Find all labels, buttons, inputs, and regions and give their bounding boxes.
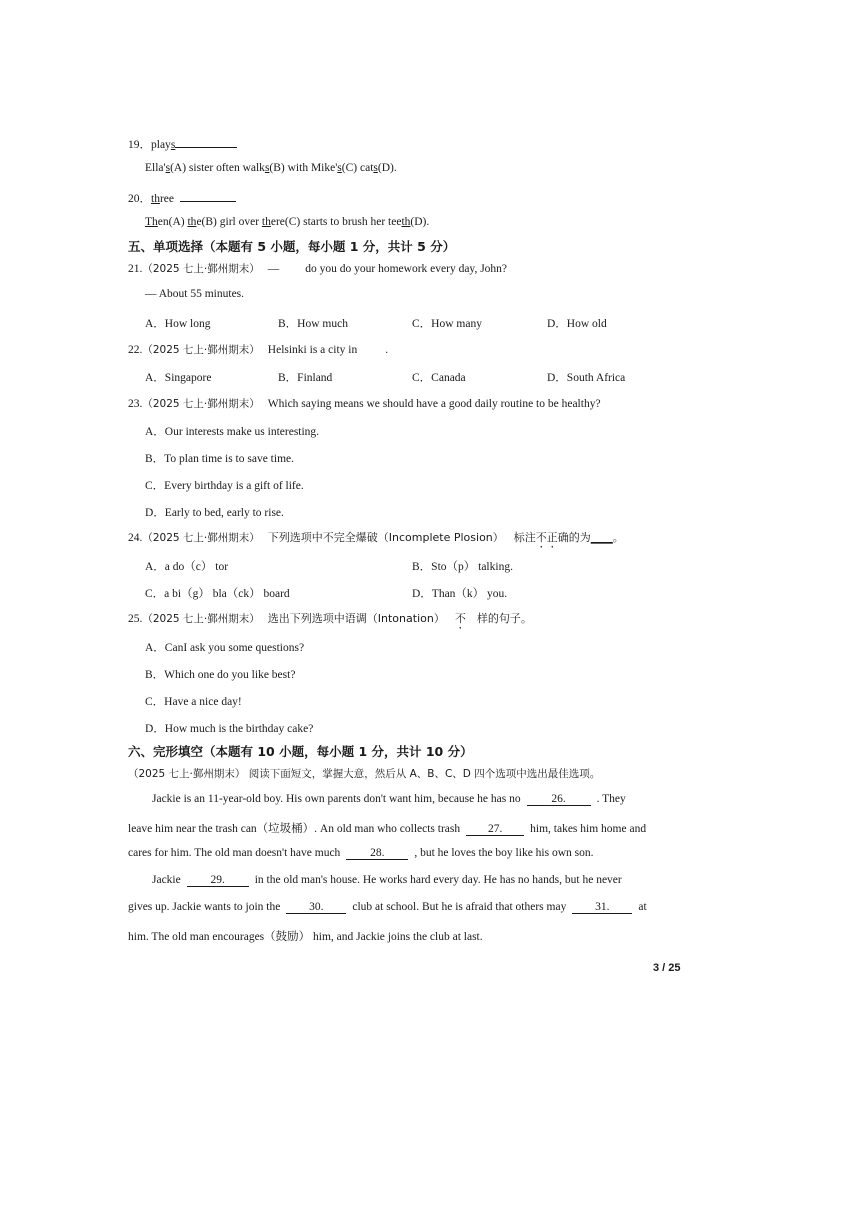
question-number: 22.	[128, 344, 143, 356]
sentence-text: Ella'	[145, 162, 166, 174]
option-c[interactable]: C．Every birthday is a gift of life.	[145, 480, 304, 492]
cloze-line: gives up. Jackie wants to join the 30. club at school. But he is afraid that others may 31. at	[128, 901, 647, 913]
question-source: （2025 七上·鄞州期末）	[142, 344, 260, 356]
option-a[interactable]: A．CanI ask you some questions?	[145, 642, 305, 654]
question-stem: do you do your homework every day, John?	[305, 263, 508, 275]
question-stem: Helsinki is a city in	[267, 344, 358, 356]
question-source: （2025 七上·鄞州期末）	[142, 263, 260, 275]
cloze-line: Jackie is an 11-year-old boy. His own parents don't want him, because he has no 26. . They	[152, 793, 626, 805]
question-stem: Which saying means we should have a good daily routine to be healthy?	[267, 398, 601, 410]
blank-28[interactable]: 28.	[346, 847, 408, 860]
cloze-line: cares for him. The old man doesn't have much 28. , but he loves the boy like his own son.	[128, 847, 594, 859]
section-6-title: 六、完形填空（本题有 10 小题，每小题 1 分，共计 10 分）	[128, 744, 473, 759]
dialogue-answer: — About 55 minutes.	[145, 288, 245, 300]
option-a[interactable]: A．How long	[145, 318, 211, 330]
question-source: （2025 七上·鄞州期末）	[142, 613, 260, 625]
cloze-instructions: （2025 七上·鄞州期末） 阅读下面短文，掌握大意，然后从 A、B、C、D 四个选项中选出最佳选项。	[128, 768, 601, 780]
blank-30[interactable]: 30.	[286, 901, 346, 914]
answer-blank	[180, 189, 236, 202]
blank-29[interactable]: 29.	[187, 874, 249, 887]
underlined-letters: th	[401, 216, 411, 228]
sentence-text: (A) sister often walk	[170, 162, 265, 174]
question-number: 19．	[128, 139, 151, 151]
sentence-text: (D).	[377, 162, 397, 174]
underlined-letters: th	[261, 216, 271, 228]
option-d[interactable]: D．Early to bed, early to rise.	[145, 507, 284, 519]
question-stem: 下列选项中不完全爆破（Incomplete Plosion） 标注不正确的为____。	[267, 531, 624, 544]
option-b[interactable]: B．Which one do you like best?	[145, 669, 296, 681]
underlined-letters: s	[264, 162, 270, 174]
dialogue-dash: —	[267, 263, 280, 275]
question-24	[128, 529, 624, 545]
option-d[interactable]: D．How much is the birthday cake?	[145, 723, 314, 735]
blank-26[interactable]: 26.	[527, 793, 591, 806]
target-word: three	[151, 193, 174, 205]
option-b[interactable]: B．To plan time is to save time.	[145, 453, 294, 465]
underlined-letters: th	[187, 216, 197, 228]
question-number: 23.	[128, 398, 143, 410]
sentence-text: (D).	[410, 216, 430, 228]
question-20-sentence	[145, 216, 429, 228]
question-20	[128, 189, 236, 206]
question-23	[128, 396, 601, 411]
cloze-line: leave him near the trash can（垃圾桶）. An old man who collects trash 27. him, takes him home and	[128, 823, 647, 835]
answer-blank	[175, 135, 237, 148]
cloze-line: Jackie 29. in the old man's house. He works hard every day. He has no hands, but he never	[152, 874, 622, 886]
target-word: plays	[151, 139, 176, 151]
question-source: （2025 七上·鄞州期末）	[142, 398, 260, 410]
option-c[interactable]: C．Have a nice day!	[145, 696, 242, 708]
sentence-text: (B) with Mike'	[269, 162, 338, 174]
question-source: （2025 七上·鄞州期末）	[142, 532, 260, 544]
question-19-sentence	[145, 162, 397, 174]
option-c[interactable]: C．How many	[412, 318, 482, 330]
question-stem: 选出下列选项中语调（Intonation） 不一样的句子。	[267, 612, 532, 625]
option-d[interactable]: D．Than（k） you.	[412, 588, 508, 600]
question-number: 20．	[128, 193, 151, 205]
question-number: 25.	[128, 613, 143, 625]
question-number: 24.	[128, 532, 143, 544]
underlined-letters: s	[337, 162, 342, 174]
sentence-text: e(B) girl over	[196, 216, 262, 228]
option-a[interactable]: A．a do（c） tor	[145, 561, 229, 573]
question-22: 22.（2025 七上·鄞州期末） Helsinki is a city in .	[128, 344, 389, 356]
blank-27[interactable]: 27.	[466, 823, 524, 836]
blank-31[interactable]: 31.	[572, 901, 632, 914]
question-25	[128, 610, 532, 626]
sentence-text: en(A)	[157, 216, 188, 228]
question-number: 21.	[128, 263, 143, 275]
option-c[interactable]: C．Canada	[412, 372, 466, 384]
option-c[interactable]: C．a bi（g） bla（ck） board	[145, 588, 290, 600]
underlined-letters: Th	[145, 216, 158, 228]
option-b[interactable]: B．Finland	[278, 372, 333, 384]
option-a[interactable]: A．Singapore	[145, 372, 212, 384]
question-19	[128, 135, 237, 152]
cloze-line: him. The old man encourages（鼓励） him, and Jackie joins the club at last.	[128, 931, 483, 943]
underlined-letters: s	[373, 162, 378, 174]
option-d[interactable]: D．South Africa	[547, 372, 626, 384]
question-21	[128, 261, 507, 276]
sentence-text: (C) cat	[341, 162, 374, 174]
option-b[interactable]: B．Sto（p） talking.	[412, 561, 513, 573]
sentence-text: ere(C) starts to brush her tee	[270, 216, 402, 228]
underlined-letters: s	[165, 162, 171, 174]
section-5-title: 五、单项选择（本题有 5 小题，每小题 1 分，共计 5 分）	[128, 239, 456, 254]
option-a[interactable]: A．Our interests make us interesting.	[145, 426, 320, 438]
option-b[interactable]: B．How much	[278, 318, 348, 330]
option-d[interactable]: D．How old	[547, 318, 607, 330]
page-number: 3 / 25	[653, 962, 681, 974]
